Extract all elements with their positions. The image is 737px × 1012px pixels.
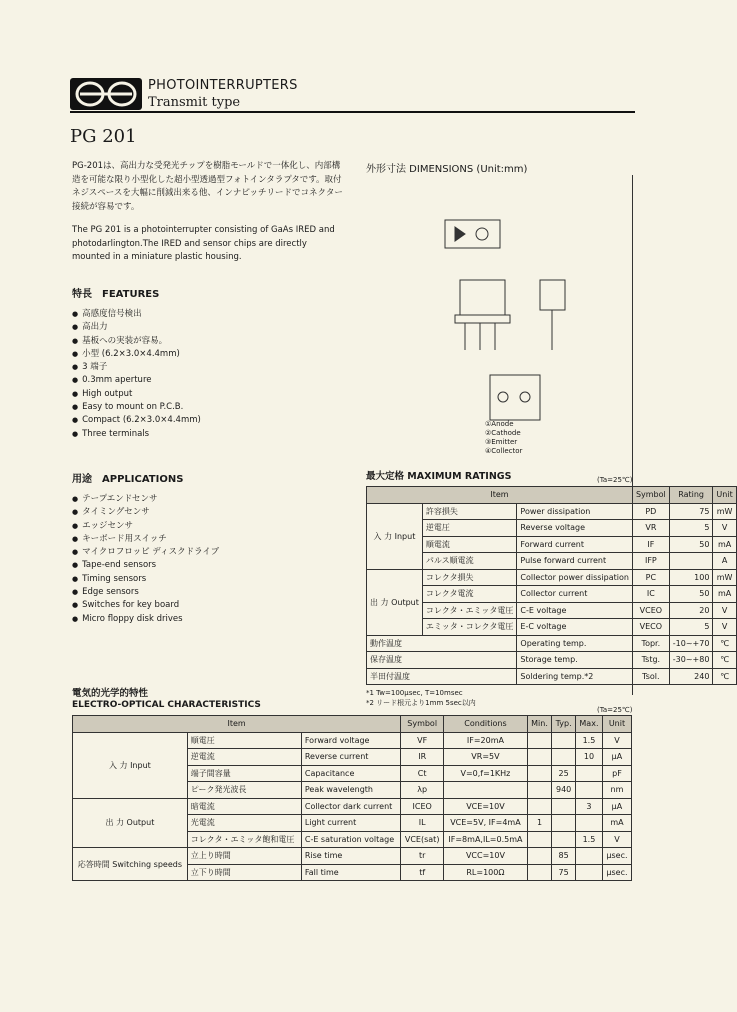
mr-item-en: Power dissipation (517, 503, 633, 520)
features-list (72, 308, 342, 441)
mr-row (367, 586, 737, 603)
mr-symbol: IF (632, 536, 669, 553)
application-item: ● Switches for key board (72, 599, 342, 612)
application-item: ● Timing sensors (72, 573, 342, 586)
mr-row (367, 569, 737, 586)
pin-legend (485, 420, 522, 456)
eo-row (73, 798, 632, 815)
pin-label: ③Emitter (485, 438, 518, 446)
max-ratings-table (366, 486, 737, 685)
mr-item-jp: コレクタ電流 (422, 586, 517, 603)
mr-symbol: VECO (632, 619, 669, 636)
mr-rating: 100 (669, 569, 713, 586)
mr-row (367, 520, 737, 537)
eo-max (576, 782, 603, 799)
description (72, 160, 347, 275)
eo-symbol: ICEO (401, 798, 444, 815)
eo-title: ELECTRO-OPTICAL CHARACTERISTICS (72, 700, 261, 710)
pin-label: ④Collector (485, 447, 523, 455)
eo-symbol: tf (401, 864, 444, 881)
eo-conditions: VCC=10V (444, 848, 528, 865)
dimensions-title: 外形寸法 DIMENSIONS (Unit:mm) (366, 164, 528, 175)
eo-header-max: Max. (576, 716, 603, 733)
eo-item-en: Collector dark current (301, 798, 400, 815)
application-item: ● マイクロフロッピ ディスクドライブ (72, 546, 342, 559)
mr-symbol: IFP (632, 553, 669, 570)
eo-item-jp: 光電流 (187, 815, 301, 832)
eo-max: 3 (576, 798, 603, 815)
pin-label: ①Anode (485, 420, 514, 428)
model-number: PG 201 (70, 126, 137, 147)
mr-header-item: Item (367, 487, 633, 504)
eo-typ (552, 831, 576, 848)
eo-min (527, 798, 552, 815)
mr-group-output: 出 力 Output (367, 569, 423, 635)
eo-max: 10 (576, 749, 603, 766)
mr-item-jp: 半田付温度 (367, 668, 517, 685)
eo-item-jp: 順電圧 (187, 732, 301, 749)
mr-item-jp: 保存温度 (367, 652, 517, 669)
description-jp: PG-201は、高出力な受発光チップを樹脂モールドで一体化し、内部構造を可能な限り小型化した超小型透過型フォトインタラプタです。取付ネジスペースを大幅に削減出来る他、インナピッチリードでコネクター接続が容易です。 (72, 161, 343, 212)
eo-typ: 940 (552, 782, 576, 799)
eo-table (72, 715, 632, 881)
features-section (72, 285, 342, 441)
eo-max (576, 864, 603, 881)
pin-label: ②Cathode (485, 429, 521, 437)
eo-unit: nm (602, 782, 631, 799)
mr-symbol: IC (632, 586, 669, 603)
eo-max (576, 765, 603, 782)
mr-rating (669, 553, 713, 570)
mr-symbol: VCEO (632, 602, 669, 619)
eo-conditions: IF=8mA,IL=0.5mA (444, 831, 528, 848)
eo-symbol: IR (401, 749, 444, 766)
eo-item-en: C-E saturation voltage (301, 831, 400, 848)
mr-row (367, 652, 737, 669)
eo-conditions: VCE=5V, IF=4mA (444, 815, 528, 832)
eo-typ: 25 (552, 765, 576, 782)
application-item: ● テープエンドセンサ (72, 493, 342, 506)
mr-row (367, 635, 737, 652)
feature-item: ● 3 端子 (72, 361, 342, 374)
eo-symbol: IL (401, 815, 444, 832)
eo-symbol: VF (401, 732, 444, 749)
eo-typ: 75 (552, 864, 576, 881)
mr-unit: V (713, 602, 736, 619)
eo-item-jp: 立上り時間 (187, 848, 301, 865)
mr-unit: V (713, 619, 736, 636)
mr-item-jp: 動作温度 (367, 635, 517, 652)
mr-header-rating: Rating (669, 487, 713, 504)
feature-item: ● High output (72, 388, 342, 401)
max-ratings-condition: (Ta=25℃) (597, 476, 633, 484)
mr-item-jp: パルス順電流 (422, 553, 517, 570)
mr-row (367, 503, 737, 520)
eo-item-en: Rise time (301, 848, 400, 865)
mr-unit: ℃ (713, 635, 736, 652)
eo-typ (552, 749, 576, 766)
mr-rating: 5 (669, 619, 713, 636)
category-title: PHOTOINTERRUPTERS (148, 78, 298, 93)
mr-item-jp: 順電流 (422, 536, 517, 553)
feature-item: ● 基板への実装が容易。 (72, 335, 342, 348)
mr-item-jp: エミッタ・コレクタ電圧 (422, 619, 517, 636)
mr-item-en: Reverse voltage (517, 520, 633, 537)
mr-item-en: Collector power dissipation (517, 569, 633, 586)
mr-rating: 240 (669, 668, 713, 685)
mr-symbol: Tsol. (632, 668, 669, 685)
eo-item-jp: 逆電流 (187, 749, 301, 766)
eo-symbol: VCE(sat) (401, 831, 444, 848)
eo-min (527, 864, 552, 881)
eo-min: 1 (527, 815, 552, 832)
subtitle: Transmit type (148, 95, 241, 110)
eo-item-jp: 暗電流 (187, 798, 301, 815)
mr-item-en: Collector current (517, 586, 633, 603)
mr-item-jp: 逆電圧 (422, 520, 517, 537)
mr-rating: 50 (669, 536, 713, 553)
eo-conditions: VCE=10V (444, 798, 528, 815)
application-item: ● Tape-end sensors (72, 559, 342, 572)
mr-rating: -30~+80 (669, 652, 713, 669)
eo-row (73, 732, 632, 749)
eo-unit: pF (602, 765, 631, 782)
mr-unit: mA (713, 536, 736, 553)
mr-item-jp: 許容損失 (422, 503, 517, 520)
eo-typ (552, 798, 576, 815)
eo-min (527, 765, 552, 782)
eo-unit: V (602, 831, 631, 848)
header-rule (70, 111, 635, 113)
mr-item-en: C-E voltage (517, 602, 633, 619)
mr-unit: A (713, 553, 736, 570)
eo-symbol: tr (401, 848, 444, 865)
feature-item: ● 小型 (6.2×3.0×4.4mm) (72, 348, 342, 361)
mr-row (367, 602, 737, 619)
feature-item: ● 0.3mm aperture (72, 374, 342, 387)
features-title: 特長 FEATURES (72, 289, 160, 300)
mr-item-en: Forward current (517, 536, 633, 553)
applications-list (72, 493, 342, 626)
feature-item: ● Easy to mount on P.C.B. (72, 401, 342, 414)
eo-title-jp: 電気的光学的特性 (72, 688, 149, 699)
description-en: The PG 201 is a photointerrupter consisting of GaAs IRED and photodarlington.The IRED and sensor chips are directly mounted in a miniature plastic housing. (72, 225, 335, 262)
eo-max (576, 815, 603, 832)
mr-item-jp: コレクタ損失 (422, 569, 517, 586)
eo-symbol: λp (401, 782, 444, 799)
mr-item-en: Soldering temp.*2 (517, 668, 633, 685)
eo-item-jp: 端子間容量 (187, 765, 301, 782)
eo-conditions: IF=20mA (444, 732, 528, 749)
mr-symbol: VR (632, 520, 669, 537)
eo-conditions: RL=100Ω (444, 864, 528, 881)
mr-item-en: E-C voltage (517, 619, 633, 636)
feature-item: ● 高感度信号検出 (72, 308, 342, 321)
eo-item-en: Capacitance (301, 765, 400, 782)
eo-min (527, 831, 552, 848)
feature-item: ● 高出力 (72, 321, 342, 334)
note-2: *2 リード根元より1mm 5sec以内 (366, 699, 476, 707)
eo-min (527, 732, 552, 749)
dimension-drawing (385, 175, 635, 475)
eo-group-output: 出 力 Output (73, 798, 188, 848)
application-item: ● エッジセンサ (72, 520, 342, 533)
mr-item-en: Storage temp. (517, 652, 633, 669)
mr-unit: mA (713, 586, 736, 603)
eo-item-en: Forward voltage (301, 732, 400, 749)
eo-condition: (Ta=25℃) (597, 706, 633, 714)
eo-header-symbol: Symbol (401, 716, 444, 733)
eo-header-typ: Typ. (552, 716, 576, 733)
eo-header-item: Item (73, 716, 401, 733)
eo-conditions: VR=5V (444, 749, 528, 766)
eo-min (527, 782, 552, 799)
application-item: ● Micro floppy disk drives (72, 613, 342, 626)
mr-item-en: Operating temp. (517, 635, 633, 652)
eo-min (527, 749, 552, 766)
eo-item-en: Light current (301, 815, 400, 832)
eo-item-en: Fall time (301, 864, 400, 881)
mr-unit: mW (713, 503, 736, 520)
eo-header-unit: Unit (602, 716, 631, 733)
eo-item-en: Reverse current (301, 749, 400, 766)
application-item: ● キーボード用スイッチ (72, 533, 342, 546)
eo-unit: μA (602, 798, 631, 815)
mr-row (367, 553, 737, 570)
eo-max: 1.5 (576, 831, 603, 848)
mr-row (367, 668, 737, 685)
mr-row (367, 536, 737, 553)
eo-conditions: V=0,f=1KHz (444, 765, 528, 782)
feature-item: ● Compact (6.2×3.0×4.4mm) (72, 414, 342, 427)
mr-unit: ℃ (713, 652, 736, 669)
application-item: ● Edge sensors (72, 586, 342, 599)
eo-unit: μsec. (602, 848, 631, 865)
feature-item: ● Three terminals (72, 428, 342, 441)
applications-title: 用途 APPLICATIONS (72, 474, 184, 485)
eo-item-jp: 立下り時間 (187, 864, 301, 881)
mr-rating: -10~+70 (669, 635, 713, 652)
eo-unit: μA (602, 749, 631, 766)
mr-unit: mW (713, 569, 736, 586)
eo-symbol: Ct (401, 765, 444, 782)
eo-unit: mA (602, 815, 631, 832)
mr-header-unit: Unit (713, 487, 736, 504)
mr-rating: 50 (669, 586, 713, 603)
note-1: *1 Tw=100μsec, T=10msec (366, 689, 463, 697)
eo-item-en: Peak wavelength (301, 782, 400, 799)
eo-typ (552, 732, 576, 749)
eo-conditions (444, 782, 528, 799)
mr-unit: ℃ (713, 668, 736, 685)
eo-typ (552, 815, 576, 832)
eo-item-jp: ピーク発光波長 (187, 782, 301, 799)
eo-max: 1.5 (576, 732, 603, 749)
mr-symbol: PD (632, 503, 669, 520)
eo-unit: V (602, 732, 631, 749)
application-item: ● タイミングセンサ (72, 506, 342, 519)
mr-rating: 20 (669, 602, 713, 619)
eo-min (527, 848, 552, 865)
mr-header-symbol: Symbol (632, 487, 669, 504)
eo-item-jp: コレクタ・エミッタ飽和電圧 (187, 831, 301, 848)
eo-group-switching: 応答時間 Switching speeds (73, 848, 188, 881)
mr-rating: 75 (669, 503, 713, 520)
eo-header-conditions: Conditions (444, 716, 528, 733)
eo-group-input: 入 力 Input (73, 732, 188, 798)
eo-row (73, 848, 632, 865)
mr-symbol: Topr. (632, 635, 669, 652)
company-logo (70, 78, 142, 110)
max-ratings-title: 最大定格 MAXIMUM RATINGS (366, 471, 512, 482)
mr-group-input: 入 力 Input (367, 503, 423, 569)
applications-section (72, 470, 342, 626)
eo-typ: 85 (552, 848, 576, 865)
max-ratings-notes (366, 688, 476, 708)
mr-unit: V (713, 520, 736, 537)
eo-unit: μsec. (602, 864, 631, 881)
eo-max (576, 848, 603, 865)
mr-item-en: Pulse forward current (517, 553, 633, 570)
mr-item-jp: コレクタ・エミッタ電圧 (422, 602, 517, 619)
mr-symbol: Tstg. (632, 652, 669, 669)
eo-header-min: Min. (527, 716, 552, 733)
mr-rating: 5 (669, 520, 713, 537)
mr-symbol: PC (632, 569, 669, 586)
mr-row (367, 619, 737, 636)
